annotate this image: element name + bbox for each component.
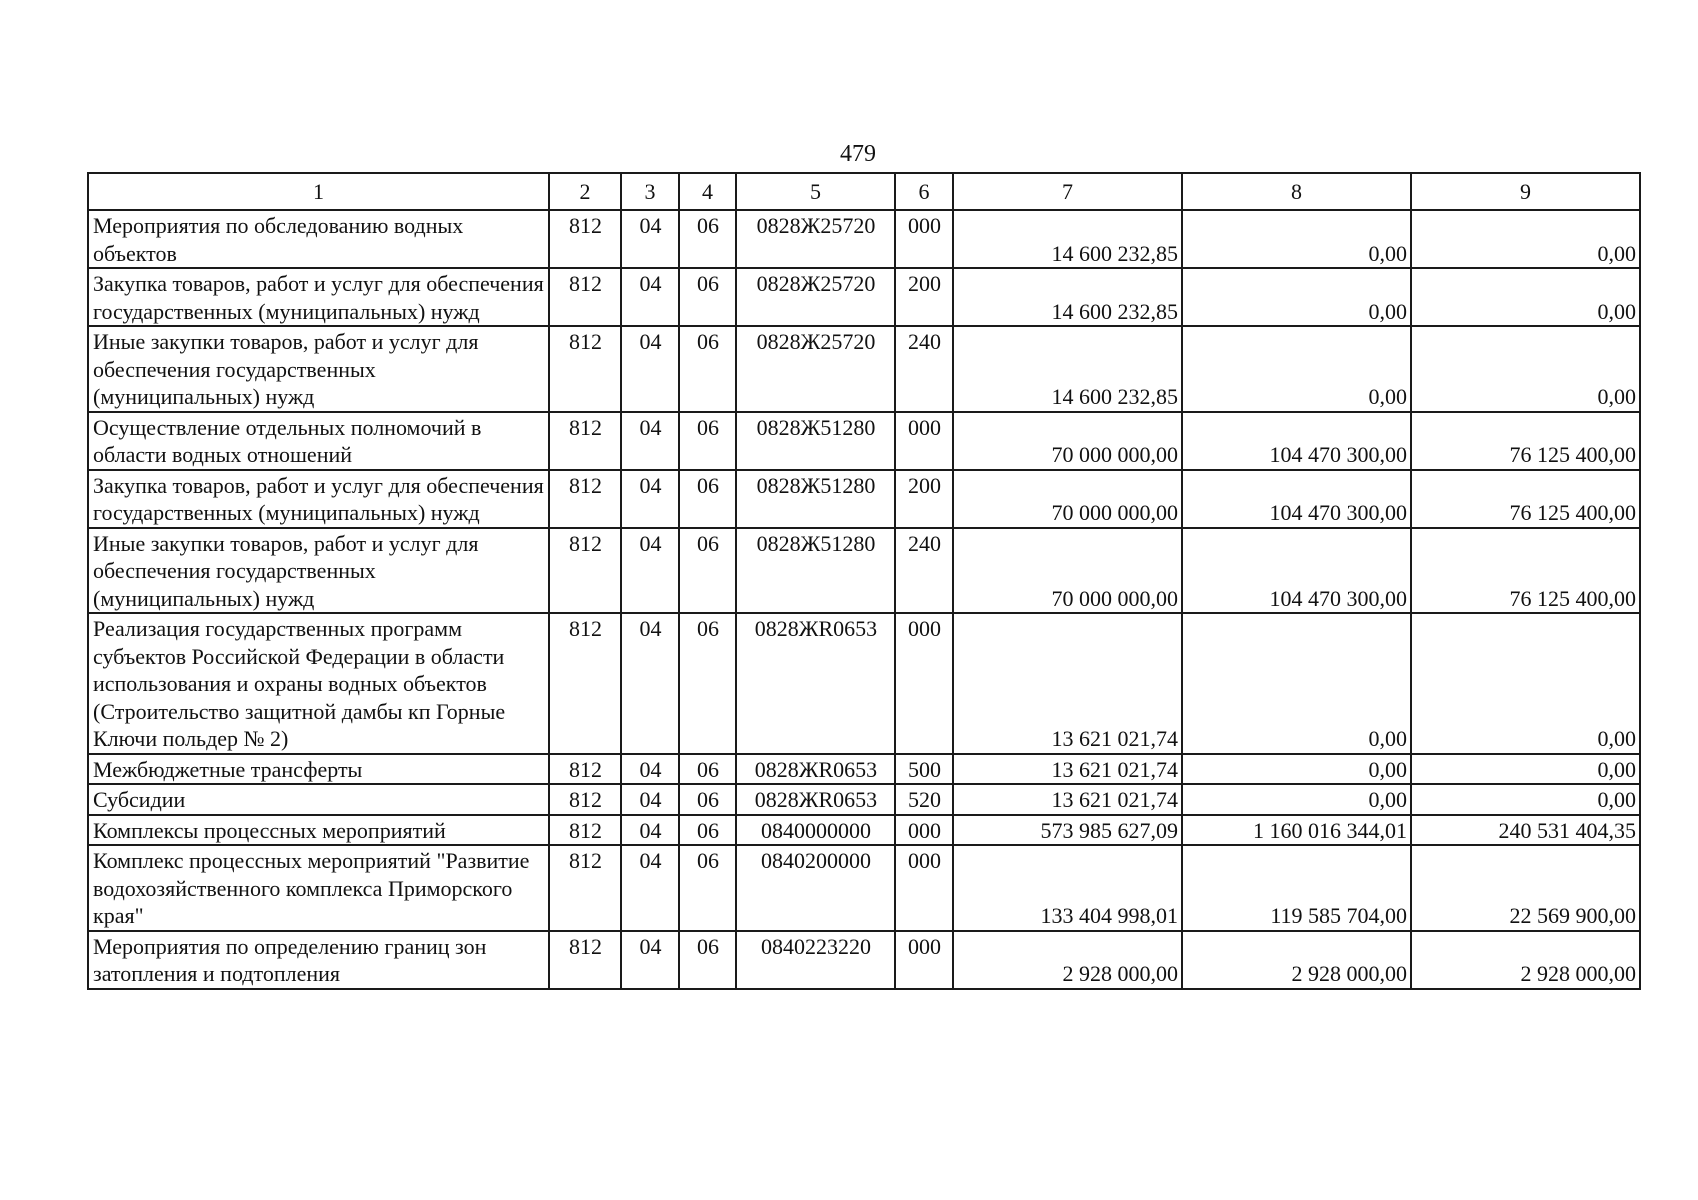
target-code: 0828ЖR0653 [736,754,895,785]
row-name: Закупка товаров, работ и услуг для обеспечения государственных (муниципальных) нужд [88,470,549,528]
admin-code: 812 [549,470,621,528]
amount-col7: 573 985 627,09 [953,815,1182,846]
section-code: 04 [621,815,679,846]
header-row [88,173,1640,210]
section-code: 04 [621,210,679,268]
table-row [88,815,1640,846]
amount-col7: 13 621 021,74 [953,784,1182,815]
table-row [88,784,1640,815]
expense-type-code: 000 [895,845,953,931]
subsection-code: 06 [679,754,736,785]
row-name: Иные закупки товаров, работ и услуг для обеспечения государственных (муниципальных) нужд [88,326,549,412]
column-header: 7 [953,173,1182,210]
amount-col9: 0,00 [1411,268,1640,326]
row-name: Иные закупки товаров, работ и услуг для обеспечения государственных (муниципальных) нужд [88,528,549,614]
row-name: Комплексы процессных мероприятий [88,815,549,846]
subsection-code: 06 [679,784,736,815]
section-code: 04 [621,754,679,785]
target-code: 0828Ж25720 [736,268,895,326]
amount-col8: 0,00 [1182,754,1411,785]
expense-type-code: 520 [895,784,953,815]
expense-type-code: 200 [895,470,953,528]
row-name: Реализация государственных программ субъектов Российской Федерации в области использования и охраны водных объектов (Строительство защитной дамбы кп Горные Ключи польдер № 2) [88,613,549,754]
row-name: Субсидии [88,784,549,815]
admin-code: 812 [549,784,621,815]
admin-code: 812 [549,845,621,931]
expense-type-code: 200 [895,268,953,326]
table-row [88,845,1640,931]
table-row [88,326,1640,412]
admin-code: 812 [549,412,621,470]
admin-code: 812 [549,815,621,846]
column-header: 9 [1411,173,1640,210]
target-code: 0840200000 [736,845,895,931]
subsection-code: 06 [679,210,736,268]
table-row [88,412,1640,470]
amount-col8: 119 585 704,00 [1182,845,1411,931]
row-name: Осуществление отдельных полномочий в области водных отношений [88,412,549,470]
section-code: 04 [621,845,679,931]
amount-col8: 2 928 000,00 [1182,931,1411,989]
amount-col8: 104 470 300,00 [1182,470,1411,528]
admin-code: 812 [549,931,621,989]
subsection-code: 06 [679,613,736,754]
budget-table [87,172,1641,990]
amount-col9: 0,00 [1411,326,1640,412]
column-header: 3 [621,173,679,210]
target-code: 0828Ж51280 [736,470,895,528]
expense-type-code: 240 [895,326,953,412]
section-code: 04 [621,470,679,528]
amount-col7: 133 404 998,01 [953,845,1182,931]
amount-col9: 0,00 [1411,210,1640,268]
amount-col7: 14 600 232,85 [953,268,1182,326]
admin-code: 812 [549,210,621,268]
amount-col7: 14 600 232,85 [953,210,1182,268]
admin-code: 812 [549,754,621,785]
subsection-code: 06 [679,412,736,470]
expense-type-code: 000 [895,815,953,846]
table-row [88,931,1640,989]
section-code: 04 [621,931,679,989]
section-code: 04 [621,412,679,470]
target-code: 0828Ж25720 [736,210,895,268]
amount-col9: 76 125 400,00 [1411,528,1640,614]
table-row [88,613,1640,754]
subsection-code: 06 [679,326,736,412]
column-header: 5 [736,173,895,210]
amount-col7: 13 621 021,74 [953,613,1182,754]
amount-col8: 0,00 [1182,784,1411,815]
expense-type-code: 000 [895,931,953,989]
expense-type-code: 240 [895,528,953,614]
column-header: 8 [1182,173,1411,210]
target-code: 0840223220 [736,931,895,989]
section-code: 04 [621,613,679,754]
amount-col9: 0,00 [1411,613,1640,754]
table-row [88,268,1640,326]
amount-col9: 240 531 404,35 [1411,815,1640,846]
column-header: 2 [549,173,621,210]
admin-code: 812 [549,268,621,326]
subsection-code: 06 [679,470,736,528]
section-code: 04 [621,268,679,326]
row-name: Комплекс процессных мероприятий "Развитие водохозяйственного комплекса Приморского края" [88,845,549,931]
subsection-code: 06 [679,845,736,931]
page-number: 479 [840,141,876,167]
target-code: 0828Ж51280 [736,528,895,614]
amount-col9: 76 125 400,00 [1411,470,1640,528]
target-code: 0828ЖR0653 [736,784,895,815]
target-code: 0828Ж51280 [736,412,895,470]
amount-col9: 0,00 [1411,784,1640,815]
section-code: 04 [621,326,679,412]
table-row [88,754,1640,785]
amount-col9: 76 125 400,00 [1411,412,1640,470]
amount-col7: 2 928 000,00 [953,931,1182,989]
table-row [88,528,1640,614]
section-code: 04 [621,784,679,815]
table-row [88,210,1640,268]
admin-code: 812 [549,528,621,614]
column-header: 4 [679,173,736,210]
subsection-code: 06 [679,528,736,614]
expense-type-code: 000 [895,613,953,754]
subsection-code: 06 [679,268,736,326]
subsection-code: 06 [679,931,736,989]
row-name: Мероприятия по определению границ зон затопления и подтопления [88,931,549,989]
amount-col8: 104 470 300,00 [1182,412,1411,470]
expense-type-code: 000 [895,210,953,268]
admin-code: 812 [549,613,621,754]
amount-col8: 0,00 [1182,613,1411,754]
expense-type-code: 000 [895,412,953,470]
amount-col8: 0,00 [1182,210,1411,268]
target-code: 0828Ж25720 [736,326,895,412]
amount-col7: 14 600 232,85 [953,326,1182,412]
column-header: 6 [895,173,953,210]
amount-col8: 1 160 016 344,01 [1182,815,1411,846]
column-header: 1 [88,173,549,210]
amount-col9: 2 928 000,00 [1411,931,1640,989]
amount-col7: 70 000 000,00 [953,412,1182,470]
amount-col7: 70 000 000,00 [953,528,1182,614]
subsection-code: 06 [679,815,736,846]
table-row [88,470,1640,528]
row-name: Закупка товаров, работ и услуг для обеспечения государственных (муниципальных) нужд [88,268,549,326]
amount-col8: 0,00 [1182,326,1411,412]
target-code: 0840000000 [736,815,895,846]
amount-col9: 0,00 [1411,754,1640,785]
target-code: 0828ЖR0653 [736,613,895,754]
amount-col8: 0,00 [1182,268,1411,326]
expense-type-code: 500 [895,754,953,785]
row-name: Мероприятия по обследованию водных объектов [88,210,549,268]
row-name: Межбюджетные трансферты [88,754,549,785]
amount-col9: 22 569 900,00 [1411,845,1640,931]
admin-code: 812 [549,326,621,412]
amount-col7: 13 621 021,74 [953,754,1182,785]
section-code: 04 [621,528,679,614]
amount-col8: 104 470 300,00 [1182,528,1411,614]
amount-col7: 70 000 000,00 [953,470,1182,528]
